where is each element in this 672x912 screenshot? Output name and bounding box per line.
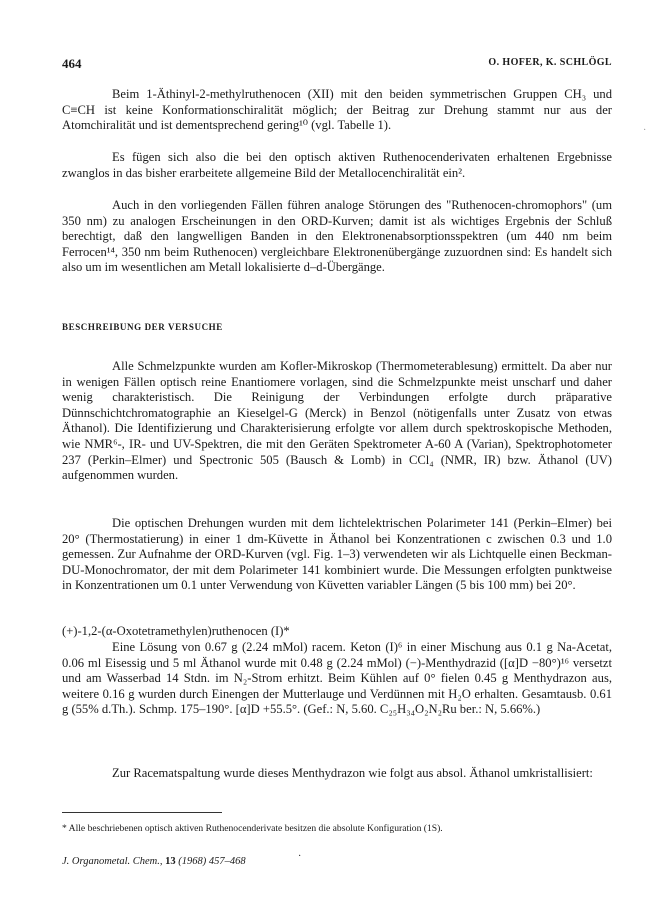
footnote: * Alle beschriebenen optisch aktiven Ruthenocenderivate besitzen die absolute Konfiguration (1S).: [62, 823, 443, 834]
methods-paragraph-1: [62, 359, 612, 484]
body-paragraph-3-text: Auch in den vorliegenden Fällen führen analoge Störungen des "Ruthenocen-chromophors" (um 350 nm) zu analogen Erscheinungen in den ORD-Kurven; damit ist als wichtiges Ergebnis der Schluß berechtigt, daß den langwelligen Banden in den Elektronenabsorptionsspektren (um 440 nm beim Ferrocen¹⁴, 350 nm beim Ruthenocen) vergleichbare Elektronenübergänge zuzuordnen sind: Es handelt sich also um im wesentlichen am Metall lokalisierte d–d-Übergänge.: [62, 198, 612, 275]
procedure-paragraph-2-text: Zur Racematspaltung wurde dieses Menthydrazon wie folgt aus absol. Äthanol umkristallisiert:: [112, 766, 593, 780]
journal-name: J. Organometal. Chem.,: [62, 856, 163, 867]
journal-citation: [62, 856, 246, 867]
procedure-paragraph-2: [62, 766, 612, 782]
stray-dot-mark: ·: [298, 851, 302, 862]
margin-dot-mark: ·: [643, 125, 647, 136]
page-number: 464: [62, 56, 82, 71]
procedure-paragraph-1: [62, 640, 612, 718]
journal-volume: 13: [165, 856, 176, 867]
running-head-authors: O. HOFER, K. SCHLÖGL: [488, 57, 612, 68]
running-header: [62, 56, 612, 72]
methods-paragraph-2-text: Die optischen Drehungen wurden mit dem lichtelektrischen Polarimeter 141 (Perkin–Elmer) bei 20° (Thermostatierung) in einer 1 dm-Küvette in Äthanol bei Konzentrationen c zwischen 0.3 und 1.0 gemessen. Zur Aufnahme der ORD-Kurven (vgl. Fig. 1–3) verwendeten wir als Lichtquelle einen Beckman-DU-Monochromator, der mit dem Polarimeter 141 kombiniert wurde. Die Messungen erfolgten punktweise in Konzentrationen um 0.1 unter Verwendung von Küvetten variabler Längen (5 bis 100 mm) bei 20°.: [62, 516, 612, 593]
body-paragraph-1: [62, 87, 612, 134]
section-heading: BESCHREIBUNG DER VERSUCHE: [62, 322, 223, 332]
body-paragraph-2-text: Es fügen sich also die bei den optisch aktiven Ruthenocenderivaten erhaltenen Ergebnisse zwanglos in das bisher erarbeitete allgemeine Bild der Metallocenchiralität ein².: [62, 150, 612, 180]
body-paragraph-2: [62, 150, 612, 181]
body-paragraph-3: [62, 198, 612, 276]
methods-paragraph-1-text: Alle Schmelzpunkte wurden am Kofler-Mikroskop (Thermometerablesung) ermittelt. Da aber nur in wenigen Fällen optisch reine Enantiomere vorlagen, sind die Schmelzpunkte meist unscharf und daher wenig charakteristisch. Die Reinigung der Verbindungen erfolgte durch präparative Dünnschichtchromatographie an Kieselgel-G (Merck) in Benzol (nötigenfalls unter Zusatz von etwas Äthanol). Die Identifizierung und Charakterisierung erfolgte vor allem durch spektroskopische Methoden, wie NMR⁶-, IR- und UV-Spektren, die mit den Geräten Spektrometer A-60 A (Varian), Spektrophotometer 237 (Perkin–Elmer) und Spectronic 505 (Bausch & Lomb) in CCl₄ (NMR, IR) bzw. Äthanol (UV) aufgenommen wurden.: [62, 359, 612, 483]
body-paragraph-1-text: Beim 1-Äthinyl-2-methylruthenocen (XII) mit den beiden symmetrischen Gruppen CH₃ und C≡CH ist keine Konformationschiralität möglich; der Beitrag zur Drehung stammt nur aus der Atomchiralität und ist dementsprechend gering¹⁰ (vgl. Tabelle 1).: [62, 87, 612, 133]
procedure-paragraph-1-text: Eine Lösung von 0.67 g (2.24 mMol) racem. Keton (I)⁶ in einer Mischung aus 0.1 g Na-Acetat, 0.06 ml Eisessig und 5 ml Äthanol wurde mit 0.48 g (2.24 mMol) (−)-Menthydrazid ([α]D −80°)¹⁶ versetzt und am Wasserbad 14 Stdn. im N₂-Strom erhitzt. Beim Kühlen auf 0° fielen 0.45 g Menthydrazon aus, weitere 0.16 g wurden durch Einengen der Mutterlauge und Verdünnen mit H₂O erhalten. Gesamtausb. 0.61 g (55% d.Th.). Schmp. 175–190°. [α]D +55.5°. (Gef.: N, 5.60. C₂₅H₃₄O₂N₂Ru ber.: N, 5.66%.): [62, 640, 612, 717]
methods-paragraph-2: [62, 516, 612, 594]
footnote-divider: [62, 812, 222, 813]
journal-details: (1968) 457–468: [178, 856, 246, 867]
compound-heading: (+)-1,2-(α-Oxotetramethylen)ruthenocen (I)*: [62, 624, 290, 638]
